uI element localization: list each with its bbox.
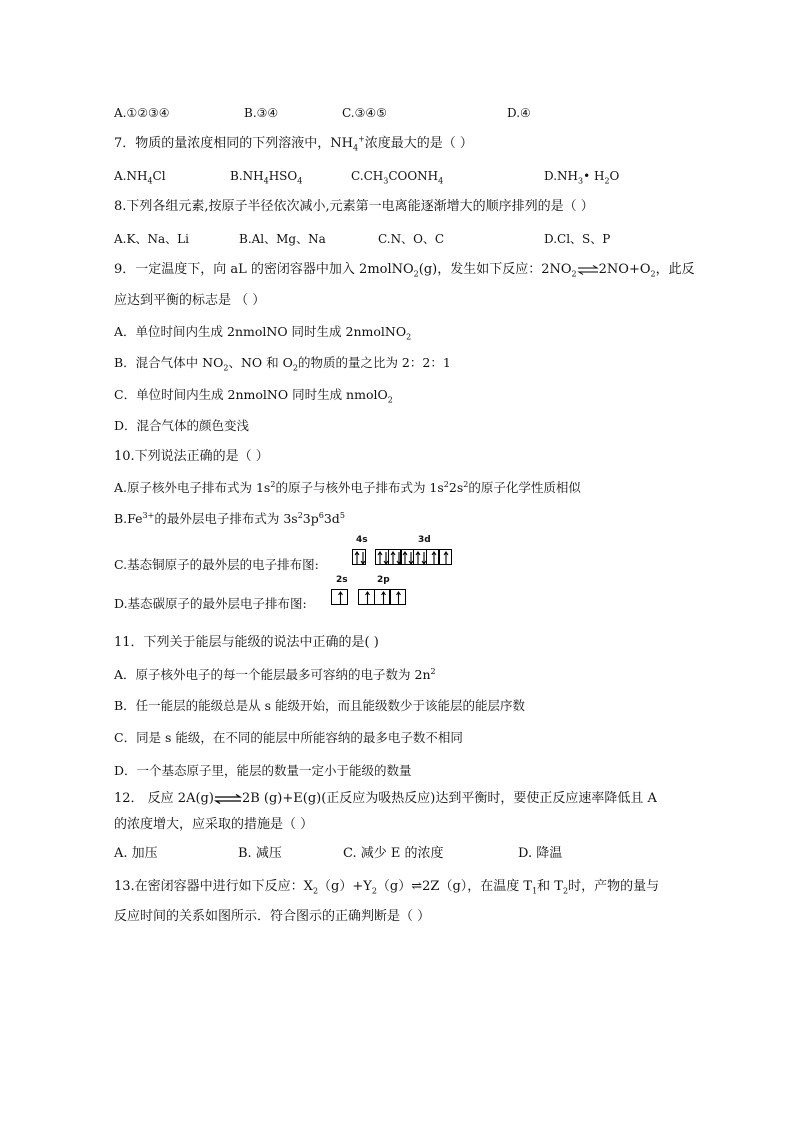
q8-option-b: B.Al、Mg、Na	[239, 232, 326, 246]
q7-stem: 7．物质的量浓度相同的下列溶液中，$NH_4^+$浓度最大的是（ ）	[114, 134, 473, 153]
orbital-box-up	[438, 549, 452, 565]
orbital-label-4s: 4s	[356, 535, 368, 545]
q9-option-d: D．混合气体的颜色变浅	[114, 418, 250, 433]
orbital-2p-group	[358, 589, 405, 605]
q9-stem-line2: 应达到平衡的标志是 （ ）	[114, 293, 266, 308]
q12-option-b: B. 减压	[238, 846, 282, 861]
orbital-label-2p: 2p	[377, 575, 390, 585]
q8-stem: 8.下列各组元素,按原子半径依次减小,元素第一电离能逐渐增大的顺序排列的是（ ）	[114, 199, 594, 214]
orbital-2s-group	[331, 589, 347, 605]
q11-option-a: A．原子核外电子的每一个能层最多可容纳的电子数为 $2n^2$	[114, 666, 436, 682]
orbital-box-up	[389, 589, 406, 605]
q9-option-a: A．单位时间内生成 2nmolNO 同时生成 2nmolNO$_2$	[114, 324, 412, 342]
q13-stem-line2: 反应时间的关系如图所示．符合图示的正确判断是（ ）	[114, 909, 431, 924]
q11-option-b: B．任一能层的能级总是从 s 能级开始，而且能级数少于该能层的能层序数	[114, 698, 526, 713]
q13-stem-line1: 13.在密闭容器中进行如下反应：$X_2(g)+Y_2(g)\rightleftharpoons 2Z(g)$，在温度 $T_1$和 $T_2$时，产物的量与	[114, 879, 660, 896]
q10-option-d: D.基态碳原子的最外层电子排布图:	[114, 596, 307, 611]
q10-stem: 10.下列说法正确的是（ ）	[114, 449, 269, 464]
q12-option-c: C. 减少 E 的浓度	[343, 846, 444, 861]
q11-option-c: C．同是 s 能级，在不同的能层中所能容纳的最多电子数不相同	[114, 730, 463, 745]
carbon-orbital-diagram	[331, 589, 405, 609]
q7-option-c: $C.CH_3COONH_4$	[351, 169, 444, 186]
orbital-box-up	[374, 589, 391, 605]
q7-option-b: $B.NH_4HSO_4$	[230, 169, 303, 186]
orbital-label-3d: 3d	[418, 535, 431, 545]
q9-option-c: C．单位时间内生成 2nmolNO 同时生成 nmolO$_2$	[114, 387, 393, 405]
q8-option-a: A.K、Na、Li	[114, 232, 189, 246]
q9-stem-line1: 9．一定温度下，向 aL 的密闭容器中加入 2molNO$_2$(g)，发生如下反应：$2NO_2$ $2NO+O_2$，此反	[114, 262, 695, 279]
q12-option-d: D. 降温	[518, 846, 563, 861]
q8-option-d: D.Cl、S、P	[544, 232, 611, 246]
q12-stem-line2: 的浓度增大，应采取的措施是（ ）	[114, 817, 314, 832]
q11-option-d: D．一个基态原子里，能层的数量一定小于能级的数量	[114, 763, 412, 778]
q6-option-a: A.①②③④	[114, 106, 170, 120]
q6-option-c: C.③④⑤	[342, 106, 387, 120]
q12-option-a: A. 加压	[114, 846, 158, 861]
q10-option-c: C.基态铜原子的最外层的电子排布图:	[114, 557, 319, 572]
orbital-box-updown	[352, 549, 366, 565]
q10-option-b: $B.Fe^{3+}$的最外层电子排布式为 $3s^23p^63d^5$	[114, 510, 345, 526]
q12-stem-line1: 12． 反应 2A(g) 2B (g)+E(g)(正反应为吸热反应)达到平衡时，要使正反应速率降低且 A	[114, 791, 657, 806]
orbital-box-up	[331, 589, 348, 605]
orbital-3d-group	[375, 549, 451, 565]
equilibrium-arrow-icon	[577, 265, 599, 275]
q7-option-d: $D.NH_3•$ $H_2O$	[544, 169, 620, 186]
orbital-box-up	[358, 589, 375, 605]
q6-option-d: D.④	[507, 106, 531, 120]
q11-stem: 11．下列关于能层与能级的说法中正确的是( )	[114, 635, 379, 650]
q7-option-a: $A.NH_4Cl$	[114, 169, 166, 186]
q6-option-b: B.③④	[244, 106, 279, 120]
q9-option-b: B．混合气体中 $NO_2$、NO 和 $O_2$的物质的量之比为 2：2：1	[114, 355, 451, 373]
orbital-4s-group	[352, 549, 365, 565]
q10-option-a: A.原子核外电子排布式为 $1s^2$的原子与核外电子排布式为 $1s^22s^2$的原子化学性质相似	[114, 479, 581, 495]
orbital-label-2s: 2s	[336, 575, 348, 585]
q8-option-c: C.N、O、C	[378, 232, 445, 246]
copper-orbital-diagram	[352, 549, 451, 569]
equilibrium-arrow-icon	[214, 794, 242, 804]
